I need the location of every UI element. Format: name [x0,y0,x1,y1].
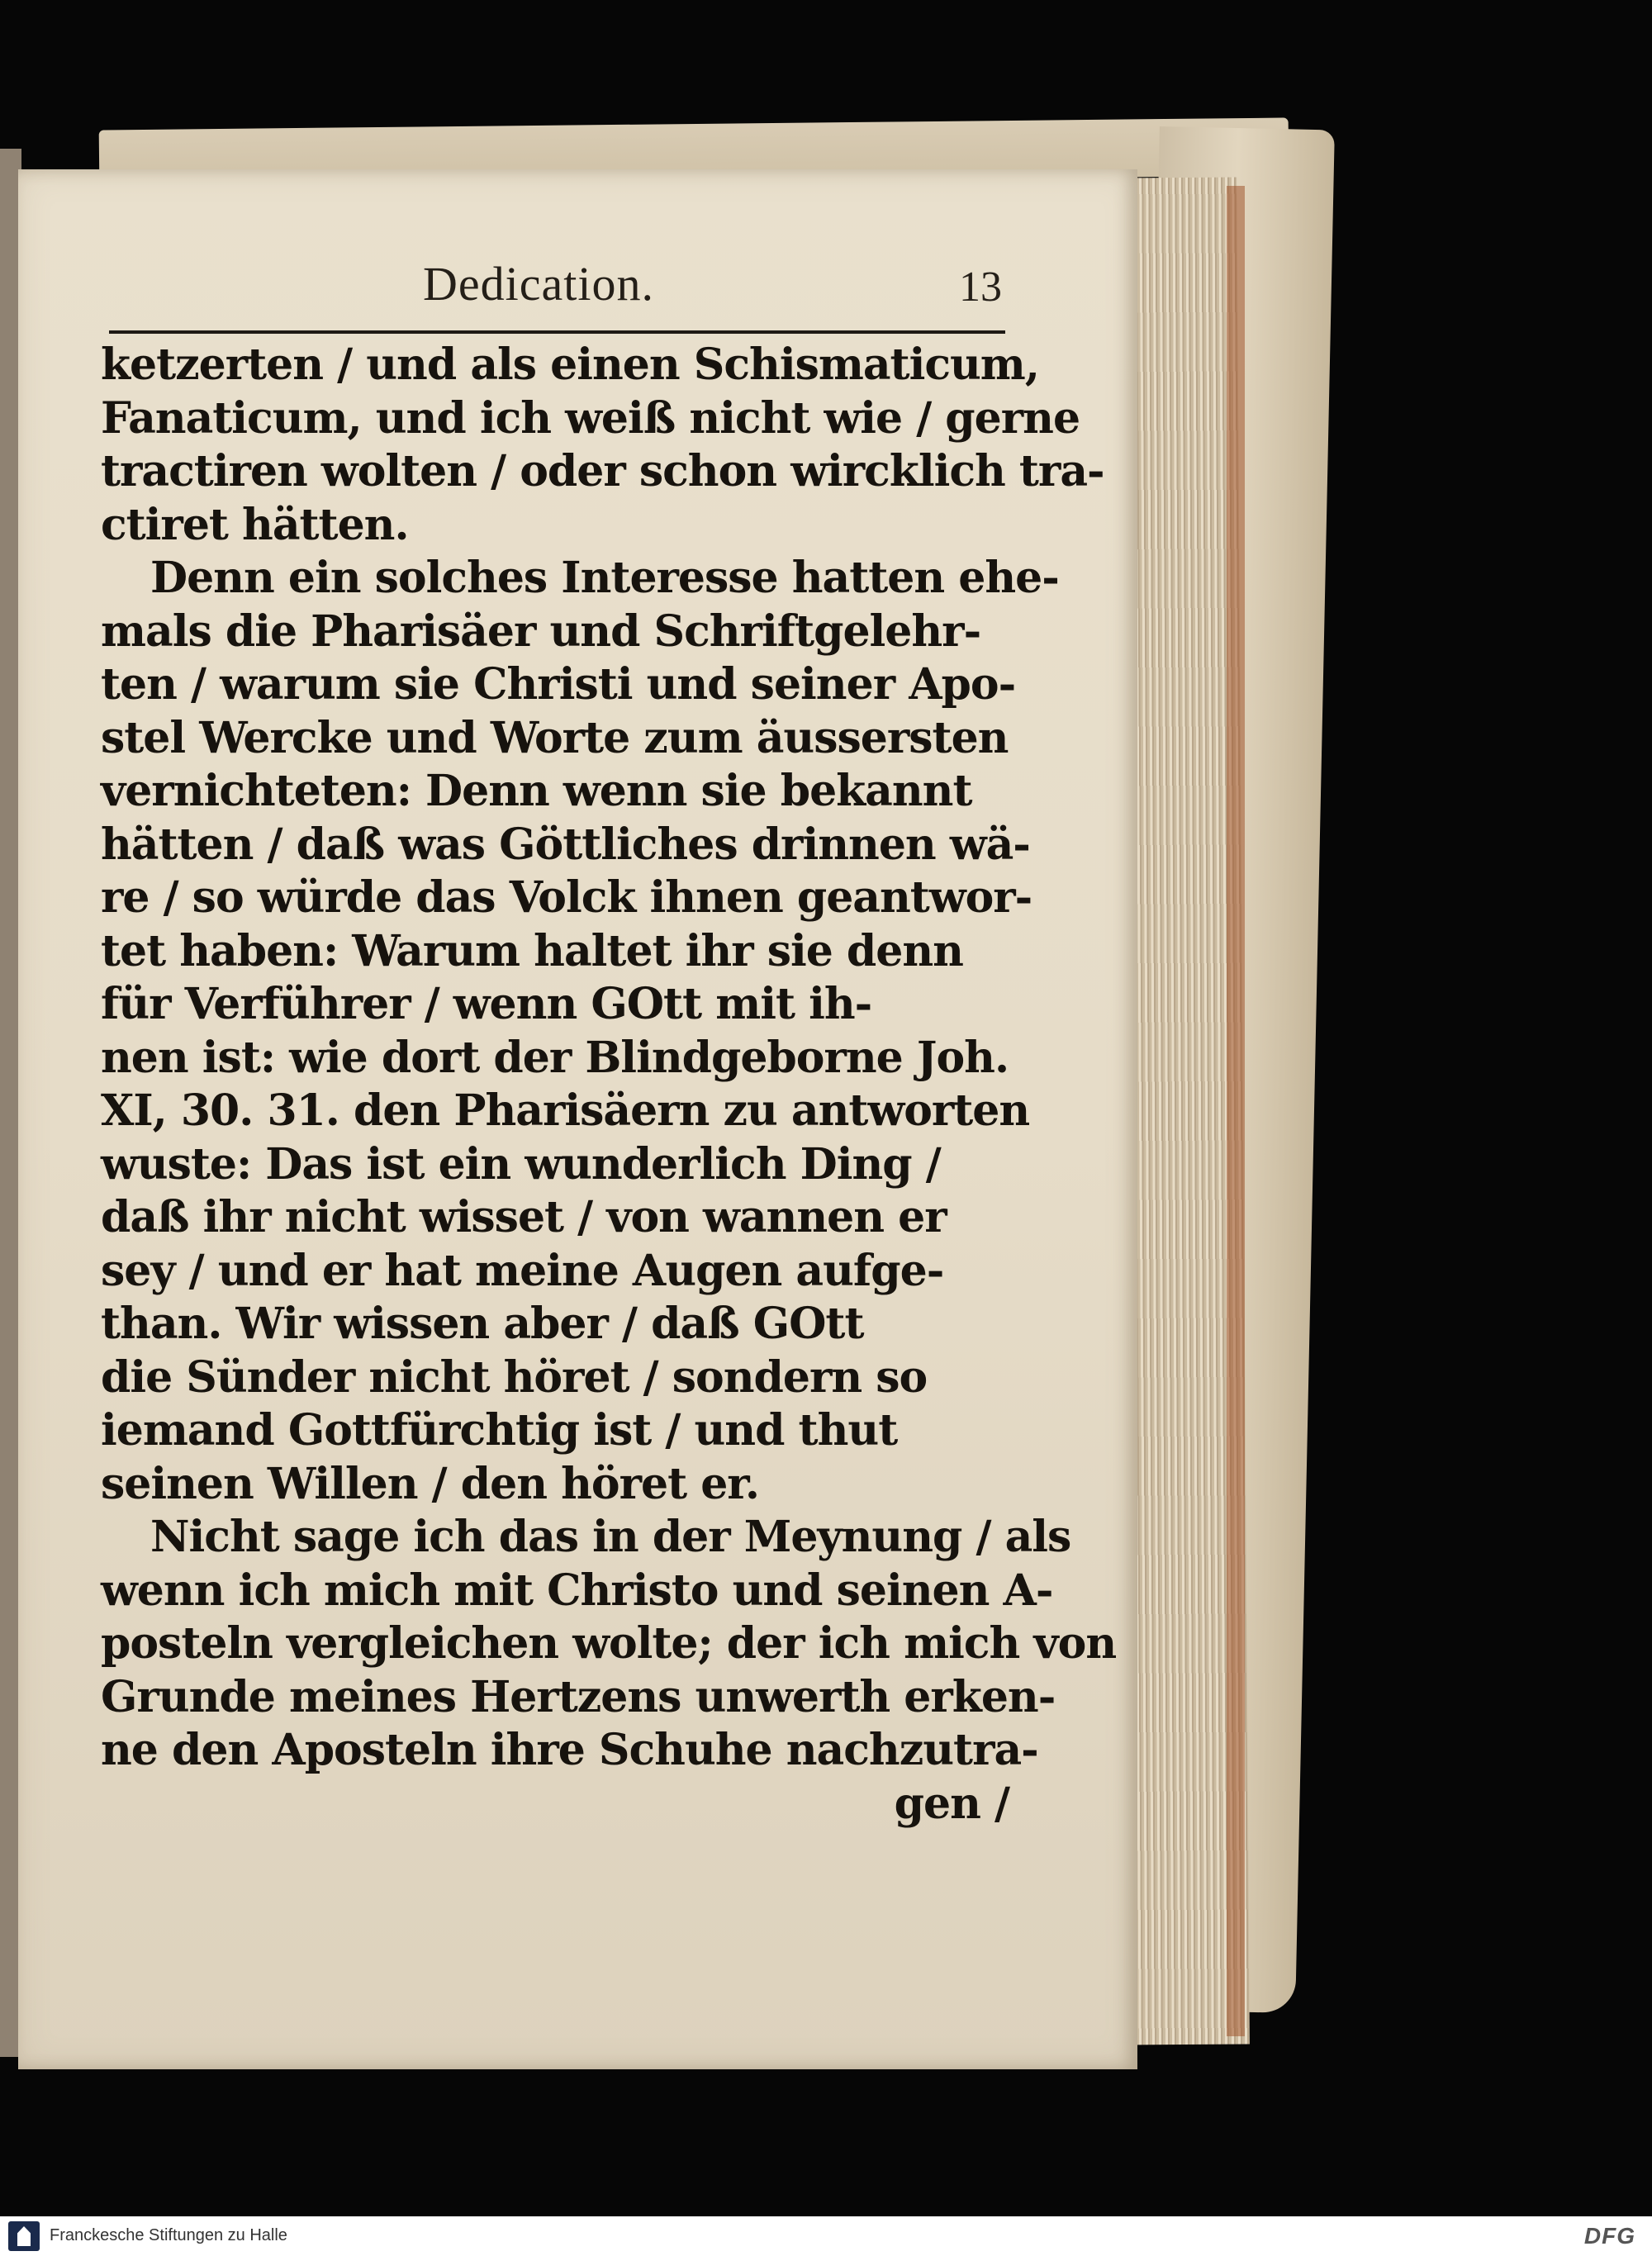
text-line: ctiret hätten. [101,499,409,550]
running-head: Dedication. [423,257,654,311]
text-line: wenn ich mich mit Christo und seinen A- [101,1565,1053,1616]
dfg-logo: DFG [1583,2223,1635,2249]
text-line: tractiren wolten / oder schon wircklich tra- [101,446,1104,496]
text-line: Nicht sage ich das in der Meynung / als [150,1512,1071,1562]
text-line: ten / warum sie Christi und seiner Apo- [101,659,1016,710]
text-line: ne den Aposteln ihre Schuhe nachzutra- [101,1725,1038,1775]
text-line: Denn ein solches Interesse hatten ehe- [150,553,1059,603]
institution-credit: Franckesche Stiftungen zu Halle [50,2226,287,2244]
text-line: mals die Pharisäer und Schriftgelehr- [101,606,981,657]
text-line: iemand Gottfürchtig ist / und thut [101,1405,898,1456]
text-line: sey / und er hat meine Augen aufge- [101,1245,944,1296]
text-line: die Sünder nicht höret / sondern so [101,1351,928,1403]
text-line: posteln vergleichen wolte; der ich mich von [101,1618,1117,1669]
text-line: für Verführer / wenn GOtt mit ih- [101,979,872,1029]
text-line: wuste: Das ist ein wunderlich Ding / [101,1138,941,1190]
text-line: than. Wir wissen aber / daß GOtt [101,1299,864,1349]
text-line: XI, 30. 31. den Pharisäern zu antworten [101,1085,1030,1136]
viewer-footer [0,2216,1652,2256]
text-line: seinen Willen / den höret er. [101,1458,760,1509]
text-line: vernichteten: Denn wenn sie bekannt [101,766,972,816]
text-line: Fanaticum, und ich weiß nicht wie / gerne [101,392,1080,444]
institution-logo-icon [8,2221,40,2251]
text-line: tet haben: Warum haltet ihr sie denn [101,925,963,976]
text-line: re / so würde das Volck ihnen geantwor- [101,872,1032,923]
text-line: Grunde meines Hertzens unwerth erken- [101,1671,1056,1722]
text-line: hätten / daß was Göttliches drinnen wä- [101,819,1030,870]
book-page [18,169,1137,2069]
text-line: stel Wercke und Worte zum äussersten [101,712,1009,763]
red-edge-stain [1227,186,1245,2036]
page-header [109,256,1005,334]
text-line: nen ist: wie dort der Blindgeborne Joh. [101,1032,1009,1083]
text-line: daß ihr nicht wisset / von wannen er [101,1192,947,1242]
text-line: ketzerten / und als einen Schismaticum, [101,340,1039,390]
catchword: gen / [894,1778,1009,1829]
page-number: 13 [959,264,1002,311]
body-text [101,339,1117,1831]
